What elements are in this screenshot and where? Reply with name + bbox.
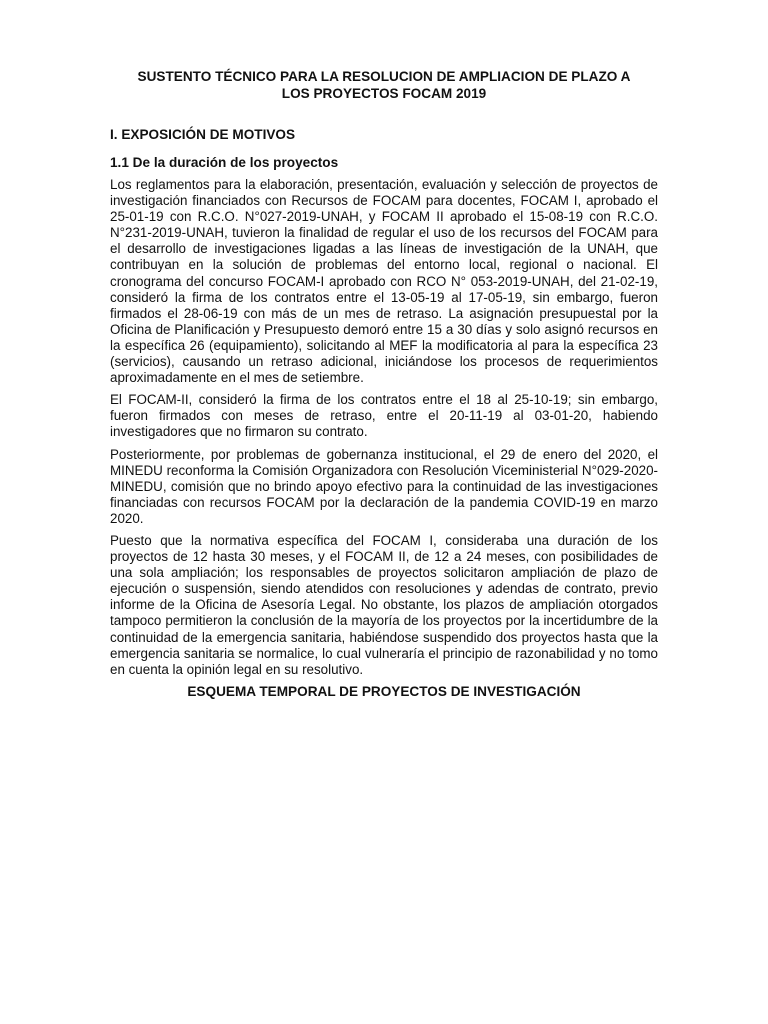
section-heading: I. EXPOSICIÓN DE MOTIVOS — [110, 127, 296, 142]
paragraph-2: El FOCAM-II, consideró la firma de los contratos entre el 18 al 25-10-19; sin embargo, fueron firmados con meses de retraso, entre el 20-11-19 al 03-01-20, habiendo investigadores que no firmaron su contrato. — [110, 392, 658, 440]
paragraph-1: Los reglamentos para la elaboración, presentación, evaluación y selección de proyectos de investigación financiados con Recursos de FOCAM para docentes, FOCAM I, aprobado el 25-01-19 con R.C.O. N°027-2019-UNAH, y FOCAM II aprobado el 15-08-19 con R.C.O. N°231-2019-UNAH, tuvieron la finalidad de regular el uso de los recursos del FOCAM para el desarrollo de investigaciones ligadas a las líneas de investigación de la UNAH, que contribuyan en la solución de problemas del entorno local, regional o nacional. El cronograma del concurso FOCAM-I aprobado con RCO N° 053-2019-UNAH, del 21-02-19, consideró la firma de los contratos entre el 13-05-19 al 17-05-19, sin embargo, fueron firmados el 28-06-19 con más de un mes de retraso. La asignación presupuestal por la Oficina de Planificación y Presupuesto demoró entre 15 a 30 días y solo asignó recursos en la específica 26 (equipamiento), solicitando al MEF la modificatoria al para la específica 23 (servicios), causando un retraso adicional, iniciándose los procesos de requerimientos aproximadamente en el mes de setiembre. — [110, 177, 658, 386]
paragraph-3: Posteriormente, por problemas de gobernanza institucional, el 29 de enero del 2020, el MINEDU reconforma la Comisión Organizadora con Resolución Viceministerial N°029-2020-MINEDU, comisión que no brindo apoyo efectivo para la continuidad de las investigaciones financiadas con recursos FOCAM por la declaración de la pandemia COVID-19 en marzo 2020. — [110, 446, 658, 526]
document-page — [110, 68, 658, 700]
subsection-heading: 1.1 De la duración de los proyectos — [110, 155, 339, 170]
document-title-line-1: SUSTENTO TÉCNICO PARA LA RESOLUCION DE AMPLIACION DE PLAZO A — [137, 69, 631, 84]
document-title-line-2: LOS PROYECTOS FOCAM 2019 — [281, 86, 487, 101]
document-title — [110, 68, 658, 102]
paragraph-4: Puesto que la normativa específica del FOCAM I, consideraba una duración de los proyectos de 12 hasta 30 meses, y el FOCAM II, de 12 a 24 meses, con posibilidades de una sola ampliación; los responsables de proyectos solicitaron ampliación de plazo de ejecución o suspensión, siendo atendidos con resoluciones y adendas de contrato, previo informe de la Oficina de Asesoría Legal. No obstante, los plazos de ampliación otorgados tampoco permitieron la conclusión de la mayoría de los proyectos por la incertidumbre de la continuidad de la emergencia sanitaria, habiéndose suspendido dos proyectos hasta que la emergencia sanitaria se normalice, lo cual vulneraría el principio de razonabilidad y no tomo en cuenta la opinión legal en su resolutivo. — [110, 532, 658, 677]
closing-heading: ESQUEMA TEMPORAL DE PROYECTOS DE INVESTIGACIÓN — [187, 683, 581, 699]
